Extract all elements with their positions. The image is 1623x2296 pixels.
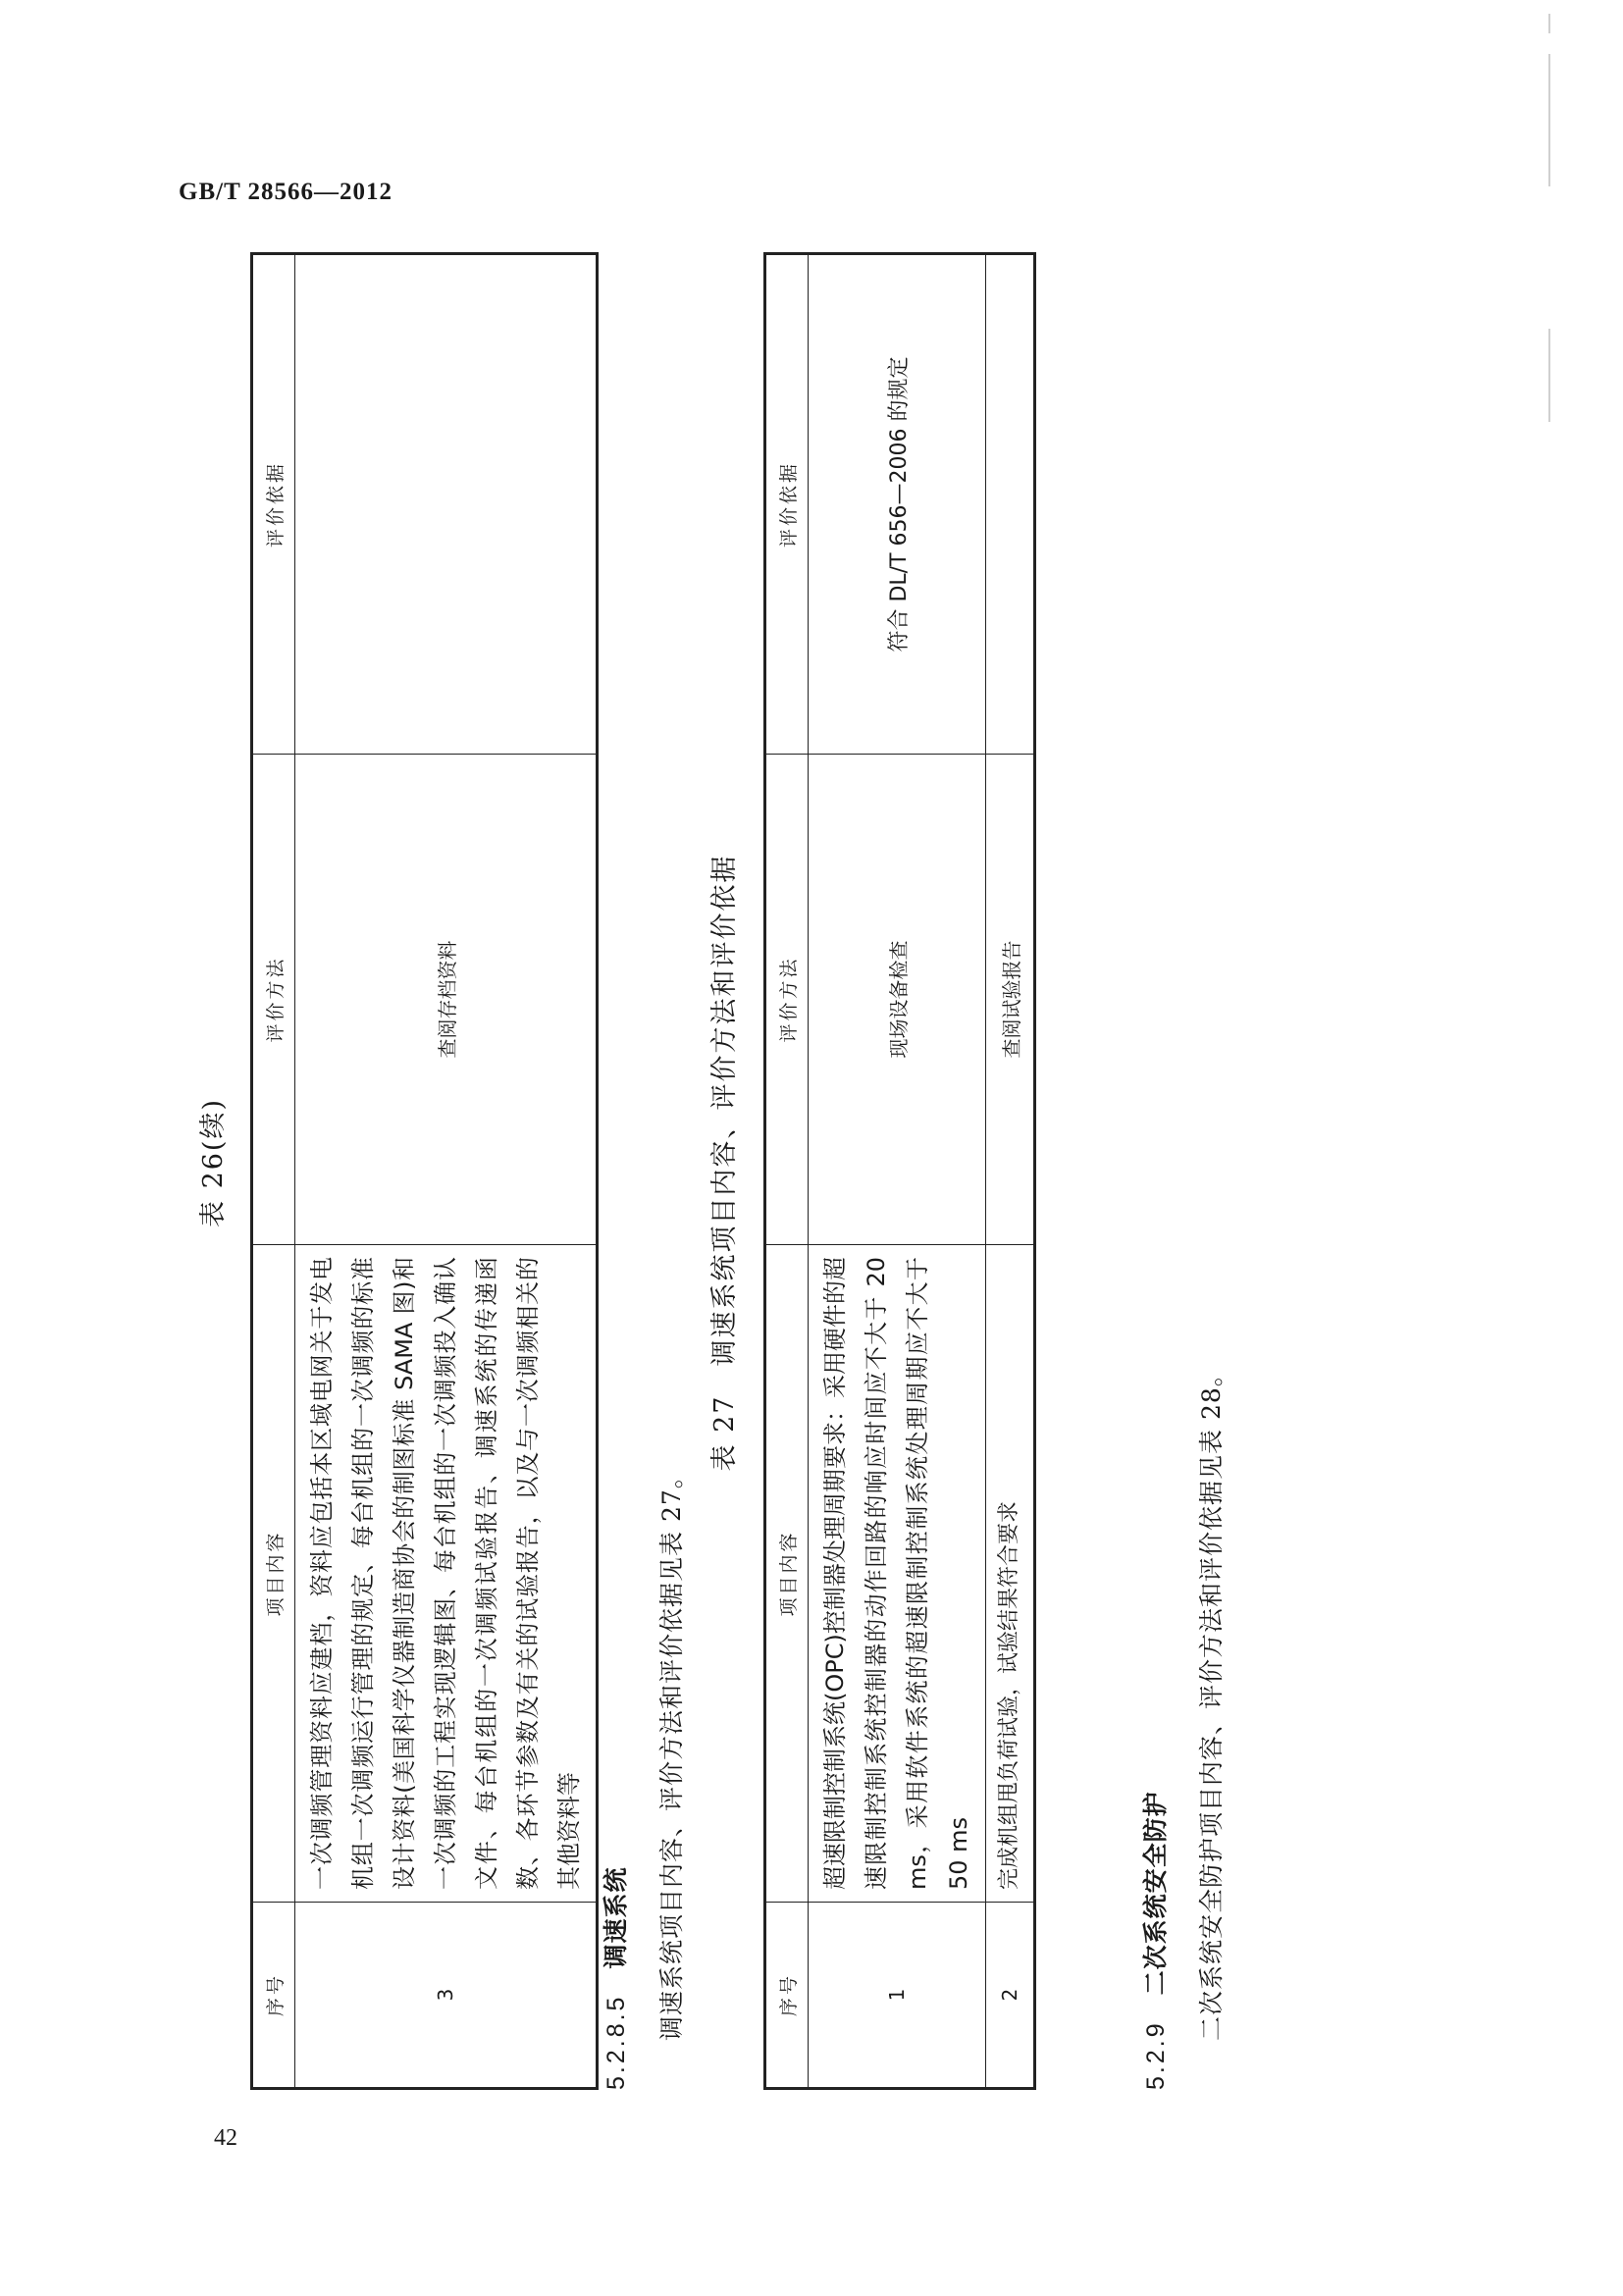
item-content: 一次调频管理资料应建档，资料应包括本区域电网关于发电机组一次调频运行管理的规定、每台机组的一次调频的标准设计资料(美国科学仪器制造商协会的制图标准 SAMA 图)和一次调频的工程实现逻辑图、每台机组的一次调频投入确认文件、每台机组的一次调频试验报告、调速系统的传递函数、各环节参数及有关的试验报告，以及与一次调频相关的其他资料等 [295,1245,598,1903]
scan-artifact [1548,54,1550,186]
standard-number-header: GB/T 28566—2012 [179,179,393,205]
table-27-caption: 表 27 调速系统项目内容、评价方法和评价依据 [709,854,740,1472]
section-paragraph: 调速系统项目内容、评价方法和评价依据见表 27。 [657,1463,686,2041]
column-header: 序号 [765,1903,809,2089]
section-paragraph: 二次系统安全防护项目内容、评价方法和评价依据见表 28。 [1197,1361,1226,2041]
scan-artifact [1548,329,1550,422]
table-header-row [765,254,809,2089]
table-row [986,254,1035,2089]
item-content: 超速限制控制系统(OPC)控制器处理周期要求：采用硬件的超速限制控制系统控制器的动作回路的响应时间应不大于 20 ms，采用软件系统的超速限制控制系统处理周期应不大于 50 ms [809,1245,986,1903]
evaluation-method: 现场设备检查 [809,755,986,1245]
section-title: 二次系统安全防护 [1141,1791,1170,1996]
row-number: 3 [295,1903,598,2089]
section-heading-5-2-9 [1136,1791,1172,2090]
column-header: 评价依据 [765,254,809,755]
section-number: 5.2.8.5 [602,1994,630,2090]
page-number: 42 [214,2125,237,2151]
rotated-page-body [177,137,1256,2188]
row-number: 1 [809,1903,986,2089]
table-row [295,254,598,2089]
evaluation-basis [295,254,598,755]
table-27 [763,252,1036,2090]
table-26 [250,252,599,2090]
evaluation-basis: 符合 DL/T 656—2006 的规定 [809,254,986,755]
table-row [809,254,986,2089]
column-header: 序号 [252,1903,295,2089]
column-header: 项目内容 [765,1245,809,1903]
table-header-row [252,254,295,2089]
evaluation-basis [986,254,1035,755]
column-header: 评价依据 [252,254,295,755]
section-title: 调速系统 [602,1866,630,1969]
column-header: 评价方法 [765,755,809,1245]
evaluation-method: 查阅存档资料 [295,755,598,1245]
section-number: 5.2.9 [1142,2020,1170,2090]
column-header: 项目内容 [252,1245,295,1903]
column-header: 评价方法 [252,755,295,1245]
scan-artifact [1548,14,1550,33]
row-number: 2 [986,1903,1035,2089]
section-heading-5-2-8-5 [597,1867,632,2090]
evaluation-method: 查阅试验报告 [986,755,1035,1245]
item-content: 完成机组甩负荷试验，试验结果符合要求 [986,1245,1035,1903]
table-26-caption: 表 26(续) [198,1098,229,1228]
